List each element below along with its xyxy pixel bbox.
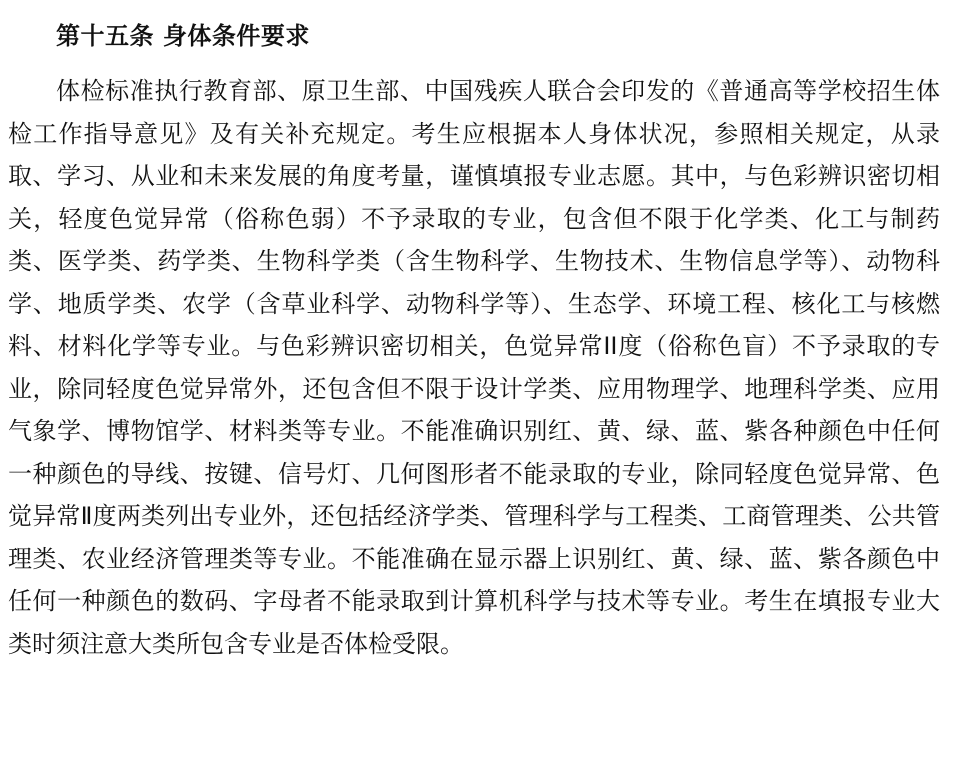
article-heading: 第十五条 身体条件要求 bbox=[56, 22, 310, 50]
article-paragraph: 体检标准执行教育部、原卫生部、中国残疾人联合会印发的《普通高等学校招生体检工作指导意见》及有关补充规定。考生应根据本人身体状况，参照相关规定，从录取、学习、从业和未来发展的角度考量，谨慎填报专业志愿。其中，与色彩辨识密切相关，轻度色觉异常（俗称色弱）不予录取的专业，包含但不限于化学类、化工与制药类、医学类、药学类、生物科学类（含生物科学、生物技术、生物信息学等）、动物科学、地质学类、农学（含草业科学、动物科学等）、生态学、环境工程、核化工与核燃料、材料化学等专业。与色彩辨识密切相关，色觉异常II度（俗称色盲）不予录取的专业，除同轻度色觉异常外，还包含但不限于设计学类、应用物理学、地理科学类、应用气象学、博物馆学、材料类等专业。不能准确识别红、黄、绿、蓝、紫各种颜色中任何一种颜色的导线、按键、信号灯、几何图形者不能录取的专业，除同轻度色觉异常、色觉异常Ⅱ度两类列出专业外，还包括经济学类、管理科学与工程类、工商管理类、公共管理类、农业经济管理类等专业。不能准确在显示器上识别红、黄、绿、蓝、紫各颜色中任何一种颜色的数码、字母者不能录取到计算机科学与技术等专业。考生在填报专业大类时须注意大类所包含专业是否体检受限。 bbox=[8, 77, 940, 658]
document-page bbox=[8, 0, 940, 665]
